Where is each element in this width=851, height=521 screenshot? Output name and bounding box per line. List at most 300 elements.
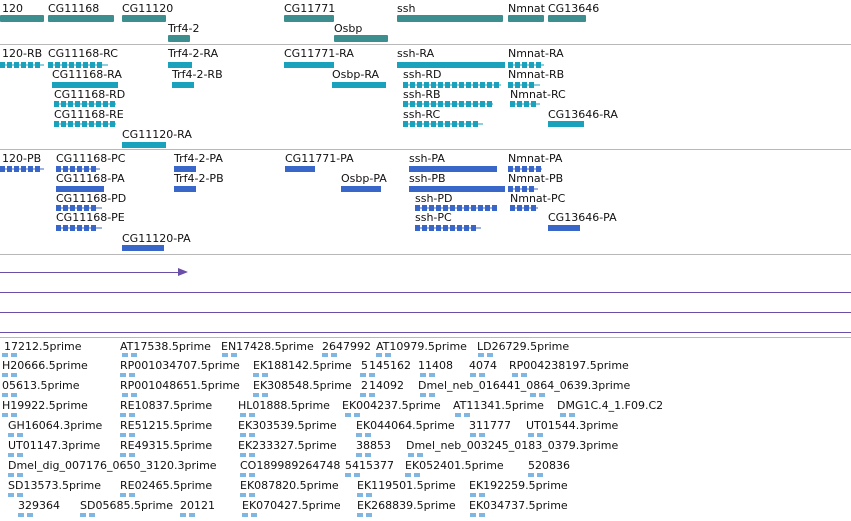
transcript-feature-exon[interactable] (403, 101, 408, 107)
est-feature[interactable] (253, 373, 259, 377)
est-label[interactable]: Dmel_dig_007176_0650_3120.3prime (8, 459, 217, 472)
protein-label[interactable]: Trf4-2-PB (174, 172, 224, 185)
est-feature[interactable] (537, 473, 543, 477)
protein-feature[interactable] (341, 186, 381, 192)
est-feature[interactable] (366, 513, 372, 517)
est-feature[interactable] (240, 473, 246, 477)
est-feature[interactable] (249, 473, 255, 477)
protein-label[interactable]: Trf4-2-PA (174, 152, 223, 165)
transcript-feature-exon[interactable] (110, 101, 115, 107)
est-feature[interactable] (120, 493, 126, 497)
protein-feature-exon[interactable] (443, 205, 448, 211)
est-feature[interactable] (478, 353, 484, 357)
transcript-feature-exon[interactable] (68, 121, 73, 127)
est-feature[interactable] (356, 433, 362, 437)
est-feature[interactable] (369, 393, 375, 397)
transcript-feature-exon[interactable] (508, 82, 513, 88)
est-feature[interactable] (240, 493, 246, 497)
est-feature[interactable] (2, 353, 8, 357)
transcript-feature-exon[interactable] (96, 101, 101, 107)
protein-feature[interactable] (122, 245, 164, 251)
transcript-feature-exon[interactable] (14, 62, 19, 68)
protein-feature-exon[interactable] (91, 166, 96, 172)
est-feature[interactable] (470, 373, 476, 377)
est-feature[interactable] (180, 513, 186, 517)
est-label[interactable]: EK004237.5prime (342, 399, 441, 412)
transcript-feature-exon[interactable] (459, 101, 464, 107)
est-label[interactable]: EK308548.5prime (253, 379, 352, 392)
transcript-feature-exon[interactable] (536, 62, 541, 68)
est-feature[interactable] (470, 493, 476, 497)
transcript-feature-exon[interactable] (438, 101, 443, 107)
est-feature[interactable] (249, 413, 255, 417)
protein-label[interactable]: CG11771-PA (285, 152, 354, 165)
protein-feature-exon[interactable] (522, 166, 527, 172)
transcript-feature-exon[interactable] (531, 101, 536, 107)
protein-feature-exon[interactable] (478, 205, 483, 211)
protein-feature-exon[interactable] (84, 166, 89, 172)
protein-feature-exon[interactable] (56, 225, 61, 231)
protein-feature-exon[interactable] (77, 225, 82, 231)
est-feature[interactable] (240, 453, 246, 457)
est-feature[interactable] (253, 393, 259, 397)
protein-feature-exon[interactable] (464, 225, 469, 231)
transcript-label[interactable]: ssh-RD (403, 68, 442, 81)
protein-feature-exon[interactable] (91, 205, 96, 211)
transcript-label[interactable]: CG13646-RA (548, 108, 618, 121)
est-feature[interactable] (408, 453, 414, 457)
est-feature[interactable] (354, 473, 360, 477)
transcript-feature-exon[interactable] (75, 101, 80, 107)
protein-feature[interactable] (174, 166, 196, 172)
est-feature[interactable] (129, 453, 135, 457)
est-feature[interactable] (17, 433, 23, 437)
transcript-feature-exon[interactable] (445, 121, 450, 127)
transcript-feature-exon[interactable] (480, 82, 485, 88)
transcript-feature-exon[interactable] (522, 82, 527, 88)
transcript-feature-exon[interactable] (7, 62, 12, 68)
est-label[interactable]: 2 (361, 379, 368, 392)
transcript-feature-exon[interactable] (459, 121, 464, 127)
est-feature[interactable] (11, 413, 17, 417)
protein-feature-exon[interactable] (485, 205, 490, 211)
est-feature[interactable] (89, 513, 95, 517)
transcript-feature-exon[interactable] (403, 82, 408, 88)
transcript-label[interactable]: Nmnat-RB (508, 68, 565, 81)
transcript-feature-exon[interactable] (410, 121, 415, 127)
transcript-feature-exon[interactable] (459, 82, 464, 88)
est-feature[interactable] (131, 353, 137, 357)
est-feature[interactable] (512, 373, 518, 377)
transcript-feature-exon[interactable] (529, 62, 534, 68)
transcript-label[interactable]: CG11168-RA (52, 68, 122, 81)
est-label[interactable]: EK192259.5prime (469, 479, 568, 492)
gene-label[interactable]: Osbp (334, 22, 363, 35)
est-feature[interactable] (539, 393, 545, 397)
est-feature[interactable] (8, 433, 14, 437)
protein-feature-exon[interactable] (471, 225, 476, 231)
est-label[interactable]: AT17538.5prime (120, 340, 211, 353)
est-label[interactable]: RP001034707.5prime (120, 359, 240, 372)
protein-feature-exon[interactable] (63, 166, 68, 172)
protein-label[interactable]: Nmnat-PA (508, 152, 563, 165)
transcript-feature-exon[interactable] (480, 101, 485, 107)
protein-label[interactable]: Osbp-PA (341, 172, 387, 185)
est-feature[interactable] (331, 353, 337, 357)
est-label[interactable]: DMG1C.4_1.F09.C2 (557, 399, 664, 412)
protein-label[interactable]: ssh-PD (415, 192, 453, 205)
est-label[interactable]: 4074 (469, 359, 497, 372)
est-label[interactable]: LD26729.5prime (477, 340, 570, 353)
est-label[interactable]: EK303539.5prime (238, 419, 337, 432)
protein-feature-exon[interactable] (450, 225, 455, 231)
protein-label[interactable]: Nmnat-PC (510, 192, 566, 205)
protein-feature-exon[interactable] (429, 225, 434, 231)
transcript-feature-exon[interactable] (452, 101, 457, 107)
transcript-feature-exon[interactable] (417, 121, 422, 127)
transcript-feature-exon[interactable] (61, 121, 66, 127)
transcript-feature-exon[interactable] (89, 121, 94, 127)
est-label[interactable]: SD13573.5prime (8, 479, 101, 492)
transcript-feature-exon[interactable] (517, 101, 522, 107)
est-feature[interactable] (376, 353, 382, 357)
est-feature[interactable] (122, 353, 128, 357)
protein-feature-exon[interactable] (422, 225, 427, 231)
est-feature[interactable] (528, 433, 534, 437)
transcript-feature[interactable] (548, 121, 584, 127)
protein-feature-exon[interactable] (56, 166, 61, 172)
est-feature[interactable] (249, 433, 255, 437)
protein-label[interactable]: ssh-PB (409, 172, 446, 185)
transcript-feature-exon[interactable] (452, 121, 457, 127)
est-feature[interactable] (429, 393, 435, 397)
est-feature[interactable] (251, 513, 257, 517)
est-feature[interactable] (242, 513, 248, 517)
protein-label[interactable]: ssh-PC (415, 211, 452, 224)
protein-label[interactable]: CG13646-PA (548, 211, 617, 224)
protein-feature-exon[interactable] (70, 205, 75, 211)
transcript-feature[interactable] (52, 82, 118, 88)
transcript-label[interactable]: CG11168-RC (48, 47, 118, 60)
est-feature[interactable] (360, 393, 366, 397)
est-feature[interactable] (322, 353, 328, 357)
protein-feature-exon[interactable] (70, 225, 75, 231)
transcript-feature-exon[interactable] (487, 101, 492, 107)
est-feature[interactable] (120, 433, 126, 437)
gene-label[interactable]: Trf4-2 (168, 22, 200, 35)
est-label[interactable]: EK233327.5prime (238, 439, 337, 452)
transcript-label[interactable]: Nmnat-RA (508, 47, 564, 60)
transcript-label[interactable]: 120-RB (2, 47, 43, 60)
est-feature[interactable] (464, 413, 470, 417)
est-feature[interactable] (129, 433, 135, 437)
transcript-feature-exon[interactable] (35, 62, 40, 68)
protein-feature-exon[interactable] (508, 186, 513, 192)
est-label[interactable]: RE51215.5prime (120, 419, 213, 432)
protein-feature-exon[interactable] (510, 205, 515, 211)
transcript-feature-exon[interactable] (54, 101, 59, 107)
est-feature[interactable] (455, 413, 461, 417)
transcript-feature[interactable] (122, 142, 166, 148)
est-label[interactable]: 17212.5prime (4, 340, 82, 353)
est-label[interactable]: EK268839.5prime (357, 499, 456, 512)
est-label[interactable]: Dmel_neb_003245_0183_0379.3prime (406, 439, 619, 452)
est-label[interactable]: H20666.5prime (2, 359, 88, 372)
est-feature[interactable] (405, 473, 411, 477)
protein-label[interactable]: CG11120-PA (122, 232, 191, 245)
protein-feature-exon[interactable] (529, 166, 534, 172)
est-label[interactable]: 14092 (369, 379, 404, 392)
transcript-label[interactable]: ssh-RB (403, 88, 441, 101)
est-feature[interactable] (120, 373, 126, 377)
est-feature[interactable] (17, 453, 23, 457)
est-feature[interactable] (11, 373, 17, 377)
transcript-feature-exon[interactable] (487, 82, 492, 88)
transcript-feature-exon[interactable] (68, 101, 73, 107)
est-label[interactable]: Dmel_neb_016441_0864_0639.3prime (418, 379, 631, 392)
transcript-feature-exon[interactable] (103, 101, 108, 107)
protein-label[interactable]: CG11168-PC (56, 152, 126, 165)
est-feature[interactable] (356, 453, 362, 457)
est-feature[interactable] (11, 353, 17, 357)
est-feature[interactable] (470, 513, 476, 517)
protein-feature-exon[interactable] (21, 166, 26, 172)
transcript-feature-exon[interactable] (431, 121, 436, 127)
est-label[interactable]: EK052401.5prime (405, 459, 504, 472)
est-label[interactable]: 2647992 (322, 340, 371, 353)
transcript-label[interactable]: CG11168-RD (54, 88, 126, 101)
protein-feature-exon[interactable] (517, 205, 522, 211)
est-feature[interactable] (17, 473, 23, 477)
transcript-feature-exon[interactable] (61, 101, 66, 107)
est-feature[interactable] (122, 393, 128, 397)
est-feature[interactable] (129, 493, 135, 497)
transcript-feature-exon[interactable] (0, 62, 5, 68)
protein-feature-exon[interactable] (415, 225, 420, 231)
est-feature[interactable] (231, 353, 237, 357)
est-label[interactable]: EK188142.5prime (253, 359, 352, 372)
est-label[interactable]: 20121 (180, 499, 215, 512)
est-feature[interactable] (240, 413, 246, 417)
est-feature[interactable] (385, 353, 391, 357)
est-label[interactable]: EK044064.5prime (356, 419, 455, 432)
est-feature[interactable] (129, 413, 135, 417)
est-label[interactable]: RP001048651.5prime (120, 379, 240, 392)
transcript-feature-exon[interactable] (431, 82, 436, 88)
transcript-feature-exon[interactable] (103, 121, 108, 127)
transcript-feature-exon[interactable] (54, 121, 59, 127)
est-feature[interactable] (8, 473, 14, 477)
transcript-feature-exon[interactable] (438, 82, 443, 88)
transcript-feature[interactable] (397, 62, 505, 68)
gene-label[interactable]: CG11771 (284, 2, 336, 15)
transcript-feature-exon[interactable] (62, 62, 67, 68)
protein-label[interactable]: 120-PB (2, 152, 42, 165)
transcript-feature[interactable] (332, 82, 386, 88)
transcript-feature-exon[interactable] (473, 121, 478, 127)
est-feature[interactable] (2, 393, 8, 397)
transcript-feature-exon[interactable] (82, 121, 87, 127)
transcript-feature-exon[interactable] (424, 121, 429, 127)
gene-label[interactable]: ssh (397, 2, 416, 15)
est-feature[interactable] (569, 413, 575, 417)
est-feature[interactable] (357, 493, 363, 497)
protein-feature-exon[interactable] (436, 225, 441, 231)
transcript-label[interactable]: CG11771-RA (284, 47, 354, 60)
transcript-feature-exon[interactable] (21, 62, 26, 68)
protein-feature-exon[interactable] (35, 166, 40, 172)
est-feature[interactable] (365, 453, 371, 457)
protein-feature-exon[interactable] (471, 205, 476, 211)
transcript-feature-exon[interactable] (466, 82, 471, 88)
transcript-label[interactable]: Trf4-2-RB (172, 68, 223, 81)
transcript-feature-exon[interactable] (473, 101, 478, 107)
transcript-feature-exon[interactable] (417, 101, 422, 107)
est-label[interactable]: 329364 (18, 499, 60, 512)
transcript-label[interactable]: CG11120-RA (122, 128, 192, 141)
est-feature[interactable] (487, 353, 493, 357)
est-feature[interactable] (417, 453, 423, 457)
protein-feature-exon[interactable] (77, 205, 82, 211)
protein-feature-exon[interactable] (63, 205, 68, 211)
est-feature[interactable] (345, 473, 351, 477)
protein-feature-exon[interactable] (7, 166, 12, 172)
transcript-feature-exon[interactable] (508, 62, 513, 68)
est-label[interactable]: AT11341.5prime (453, 399, 544, 412)
est-feature[interactable] (537, 433, 543, 437)
est-feature[interactable] (470, 433, 476, 437)
est-feature[interactable] (2, 413, 8, 417)
protein-feature-exon[interactable] (77, 166, 82, 172)
transcript-feature-exon[interactable] (452, 82, 457, 88)
protein-label[interactable]: CG11168-PD (56, 192, 127, 205)
est-feature[interactable] (345, 413, 351, 417)
protein-feature[interactable] (174, 186, 196, 192)
transcript-feature-exon[interactable] (424, 82, 429, 88)
transcript-feature-exon[interactable] (473, 82, 478, 88)
est-feature[interactable] (120, 413, 126, 417)
transcript-feature-exon[interactable] (529, 82, 534, 88)
est-label[interactable]: 11408 (418, 359, 453, 372)
est-feature[interactable] (420, 393, 426, 397)
transcript-feature-exon[interactable] (28, 62, 33, 68)
transcript-feature-exon[interactable] (97, 62, 102, 68)
transcript-feature-exon[interactable] (403, 121, 408, 127)
protein-feature-exon[interactable] (84, 205, 89, 211)
transcript-feature-exon[interactable] (75, 121, 80, 127)
est-feature[interactable] (18, 513, 24, 517)
est-feature[interactable] (420, 373, 426, 377)
protein-feature-exon[interactable] (492, 205, 497, 211)
est-feature[interactable] (560, 413, 566, 417)
transcript-label[interactable]: Nmnat-RC (510, 88, 566, 101)
transcript-feature-exon[interactable] (69, 62, 74, 68)
est-label[interactable]: 145162 (369, 359, 411, 372)
transcript-feature-exon[interactable] (55, 62, 60, 68)
est-feature[interactable] (131, 393, 137, 397)
est-feature[interactable] (354, 413, 360, 417)
protein-feature-exon[interactable] (508, 166, 513, 172)
est-feature[interactable] (8, 493, 14, 497)
transcript-feature-exon[interactable] (89, 101, 94, 107)
est-feature[interactable] (17, 493, 23, 497)
transcript-feature[interactable] (284, 62, 334, 68)
est-feature[interactable] (366, 493, 372, 497)
transcript-feature-exon[interactable] (438, 121, 443, 127)
protein-feature[interactable] (285, 166, 315, 172)
protein-feature[interactable] (548, 225, 580, 231)
est-feature[interactable] (530, 393, 536, 397)
est-feature[interactable] (479, 373, 485, 377)
protein-feature-exon[interactable] (70, 166, 75, 172)
est-label[interactable]: 311777 (469, 419, 511, 432)
transcript-feature-exon[interactable] (76, 62, 81, 68)
est-label[interactable]: HL01888.5prime (238, 399, 330, 412)
est-feature[interactable] (414, 473, 420, 477)
protein-feature-exon[interactable] (536, 166, 541, 172)
protein-feature[interactable] (409, 166, 497, 172)
est-label[interactable]: UT01544.3prime (526, 419, 619, 432)
est-label[interactable]: AT10979.5prime (376, 340, 467, 353)
est-label[interactable]: EK034737.5prime (469, 499, 568, 512)
est-label[interactable]: 38853 (356, 439, 391, 452)
protein-label[interactable]: CG11168-PA (56, 172, 125, 185)
est-feature[interactable] (528, 473, 534, 477)
protein-feature-exon[interactable] (464, 205, 469, 211)
protein-label[interactable]: ssh-PA (409, 152, 445, 165)
est-feature[interactable] (249, 493, 255, 497)
est-feature[interactable] (80, 513, 86, 517)
transcript-feature-exon[interactable] (424, 101, 429, 107)
transcript-feature-exon[interactable] (82, 101, 87, 107)
protein-feature-exon[interactable] (450, 205, 455, 211)
protein-feature-exon[interactable] (515, 186, 520, 192)
protein-feature-exon[interactable] (429, 205, 434, 211)
est-feature[interactable] (429, 373, 435, 377)
gene-label[interactable]: 120 (2, 2, 23, 15)
transcript-feature-exon[interactable] (96, 121, 101, 127)
est-label[interactable]: EK070427.5prime (242, 499, 341, 512)
est-feature[interactable] (521, 373, 527, 377)
est-feature[interactable] (249, 453, 255, 457)
est-label[interactable]: EK119501.5prime (357, 479, 456, 492)
est-feature[interactable] (8, 453, 14, 457)
protein-feature-exon[interactable] (436, 205, 441, 211)
protein-feature-exon[interactable] (515, 166, 520, 172)
transcript-feature-exon[interactable] (445, 82, 450, 88)
est-label[interactable]: GH16064.3prime (8, 419, 103, 432)
transcript-feature-exon[interactable] (417, 82, 422, 88)
transcript-feature-exon[interactable] (494, 82, 499, 88)
est-feature[interactable] (240, 433, 246, 437)
est-label[interactable]: RE10837.5prime (120, 399, 213, 412)
est-feature[interactable] (357, 513, 363, 517)
protein-feature-exon[interactable] (524, 205, 529, 211)
transcript-feature-exon[interactable] (522, 62, 527, 68)
gene-label[interactable]: CG13646 (548, 2, 600, 15)
est-feature[interactable] (369, 373, 375, 377)
transcript-label[interactable]: ssh-RA (397, 47, 435, 60)
transcript-feature-exon[interactable] (48, 62, 53, 68)
transcript-feature-exon[interactable] (110, 121, 115, 127)
gene-label[interactable]: CG11168 (48, 2, 100, 15)
transcript-label[interactable]: CG11168-RE (54, 108, 124, 121)
transcript-feature-exon[interactable] (410, 82, 415, 88)
est-feature[interactable] (120, 453, 126, 457)
transcript-feature-exon[interactable] (466, 121, 471, 127)
transcript-feature[interactable] (168, 62, 192, 68)
est-feature[interactable] (11, 393, 17, 397)
